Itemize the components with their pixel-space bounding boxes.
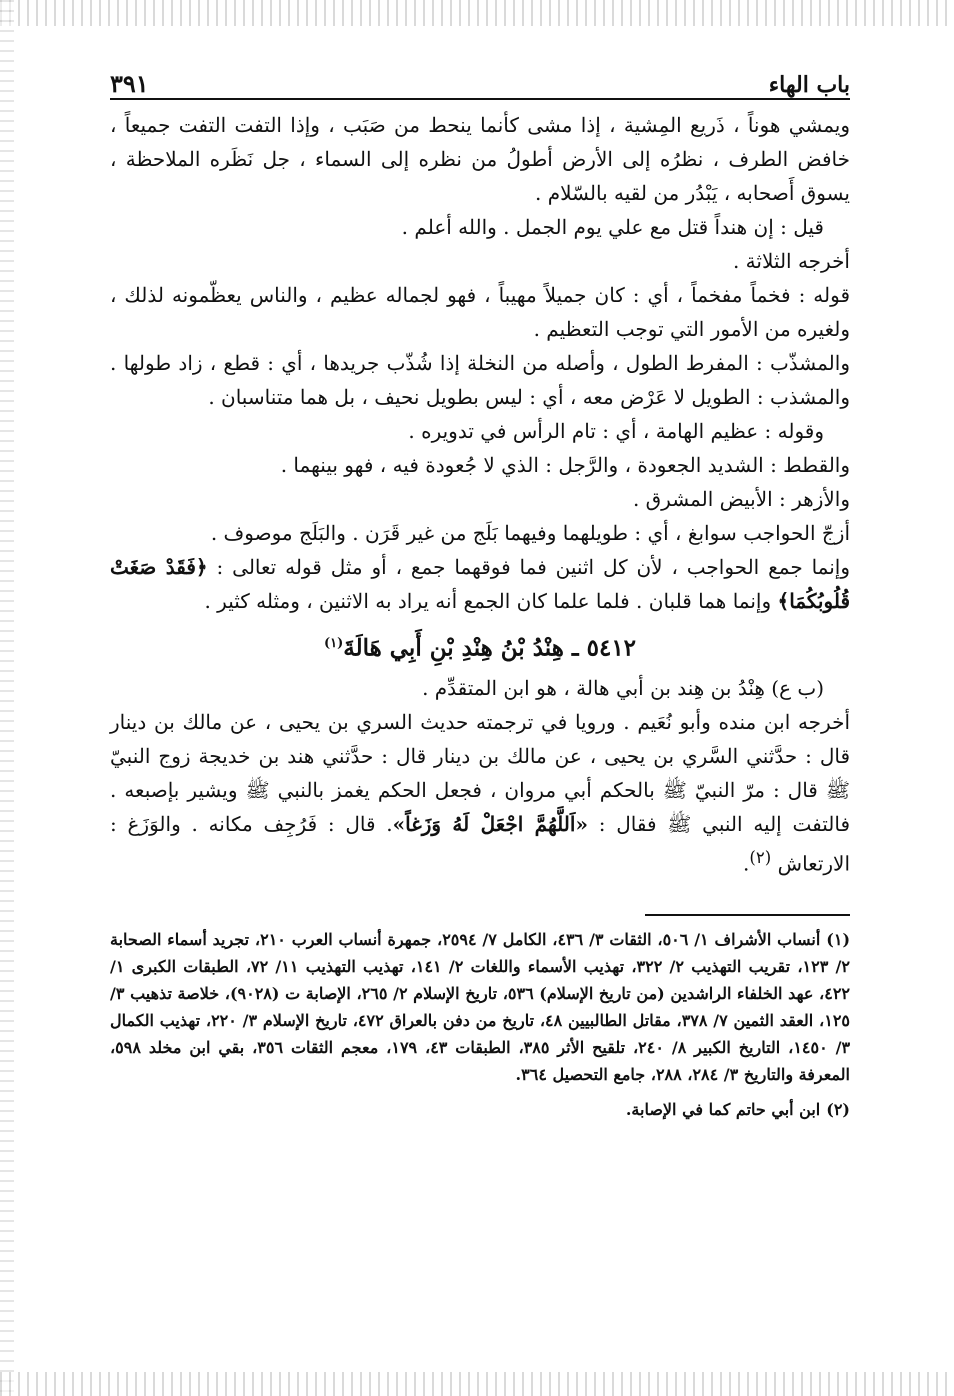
main-text (110, 108, 850, 880)
paragraph: والقطط : الشديد الجعودة ، والرَّجل : الذي لا جُعودة فيه ، فهو بينهما . (280, 453, 850, 477)
paragraph (110, 550, 850, 618)
text-run: أخرجه ابن منده وأبو نُعَيم . ورويا في ترجمته حديث السري بن يحيى ، عن مالك بن دينار قال : حدَّثني السَّري بن يحيى ، عن مالك بن دينار قال : حدَّثني هند بن خديجة زوج النبيّ ﷺ قال : مرّ النبيّ ﷺ بالحكم أبي مروان ، فجعل الحكم يغمز بالنبي ﷺ ويشير بإصبعه . فالتفت إليه النبي ﷺ فقال : (110, 709, 851, 836)
paragraph (110, 705, 850, 881)
footnote (110, 926, 850, 1088)
footnote-ref: (٢) (749, 847, 772, 867)
footnotes (110, 926, 850, 1123)
chapter-title: باب الهاء (768, 72, 850, 98)
book-page (110, 54, 850, 1123)
footnote-text: ابن أبي حاتم كما في الإصابة. (625, 1100, 821, 1120)
paragraph: والمشذّب : المفرط الطول ، وأصله من النخلة إذا شُذّب جريدها ، أي : قطع ، زاد طولها . والمشذب : الطويل لا عَرْض معه ، أي : ليس بطويل نحيف ، بل هما متناسبان . (110, 351, 850, 409)
footnote-ref: (١) (323, 636, 344, 651)
text-run: . (742, 851, 750, 876)
footnote (110, 1096, 850, 1123)
footnote-text: أنساب الأشراف ١/ ٥٠٦، الثقات ٣/ ٤٣٦، الكامل ٧/ ٢٥٩٤، جمهرة أنساب العرب ٢١٠، تجريد أسماء الصحابة ٢/ ١٢٣، تقريب التهذيب ٢/ ٣٢٢، تهذيب الأسماء واللغات ٢/ ١٤١، تهذيب التهذيب ١١/ ٧٢، الطبقات الكبرى ١/ ٤٢٢، عهد الخلفاء الراشدين (من تاريخ الإسلام) ٥٣٦، تاريخ الإسلام ٢/ ٢٦٥، الإصابة ت (٩٠٢٨)، خلاصة تذهيب ٣/ ١٢٥، العقد الثمين ٧/ ٣٧٨، مقاتل الطالبيين ٤٨، تاريخ من دفن بالعراق ٤٧٢، تاريخ الإسلام ٣/ ٢٢٠، تهذيب الكمال ٣/ ١٤٥٠، التاريخ الكبير ٨/ ٢٤٠، تلقيح الأثر ٣٨٥، الطبقات ٤٣، ١٧٩، معجم الثقات ٣٥٦، بقي ابن مخلد ٥٩٨، المعرفة والتاريخ ٣/ ٢٨٤، ٢٨٨، جامع التحصيل ٣٦٤. (110, 930, 851, 1085)
paragraph: (ب ع) هِنْدُ بن هِند بن أبي هالة ، هو ابن المتقدِّم . (422, 675, 824, 700)
footnote-number: (٢) (826, 1100, 850, 1120)
paragraph: أخرجه الثلاثة . (732, 249, 850, 273)
text-run: وإنما جمع الحواجب ، لأن كل اثنين فما فوقهما جمع ، أو مثل قوله تعالى : (216, 555, 851, 579)
text-run: . قال : فَرُجِف مكانه . والوَزَغ : الارتعاش (110, 811, 850, 876)
page-number: ٣٩١ (110, 69, 149, 98)
hadith-quote: «اَللَّهُمَّ اجْعَلْ لَهُ وَزَغاً» (392, 811, 588, 836)
paragraph: والأزهر : الأبيض المشرق . (632, 487, 850, 511)
scan-edge-left (0, 0, 14, 1396)
scan-edge-bottom (0, 1372, 954, 1396)
footnote-number: (١) (826, 930, 851, 950)
text-run: وإنما هما قلبان . فلما علما كان الجمع أنه يراد به الاثنين ، ومثله كثير . (204, 589, 772, 613)
paragraph: قيل : إن هنداً قتل مع علي يوم الجمل . والله أعلم . (401, 215, 824, 239)
entry-title-text: ٥٤١٢ ـ هِنْدُ بْنُ هِنْدِ بْنِ أَبِي هَالَةَ (343, 634, 637, 662)
paragraph: وقوله : عظيم الهامة ، أي : تام الرأس في تدويره . (408, 419, 824, 443)
paragraph: قوله : فخماً مفخماً ، أي : كان جميلاً مهيباً ، فهو لجماله عظيم ، والناس يعظّمونه لذلك ، ولغيره من الأمور التي توجب التعظيم . (110, 283, 850, 341)
entry-heading (110, 622, 850, 671)
scan-edge-top (0, 0, 954, 26)
paragraph: ويمشي هوناً ، ذَريع المِشية ، إذا مشى كأنما ينحط من صَبَب ، وإذا التفت التفت جميعاً ، خافض الطرف ، نظرُه إلى الأرض أطولُ من نظره إلى السماء ، جل نَظَره الملاحظة ، يسوق أَصحابه ، يَبْدُر من لقيه بالسّلام . (110, 113, 850, 205)
running-header (110, 54, 850, 100)
paragraph: أزجّ الحواجب سوابغ ، أي : طويلهما وفيهما بَلَج من غير قَرَن . والبَلَج موصوف . (210, 521, 850, 545)
quran-quote: ﴿فَقَدْ صَغَتْ قُلُوبُكُمَا﴾ (110, 555, 850, 613)
footnote-separator (645, 914, 850, 916)
